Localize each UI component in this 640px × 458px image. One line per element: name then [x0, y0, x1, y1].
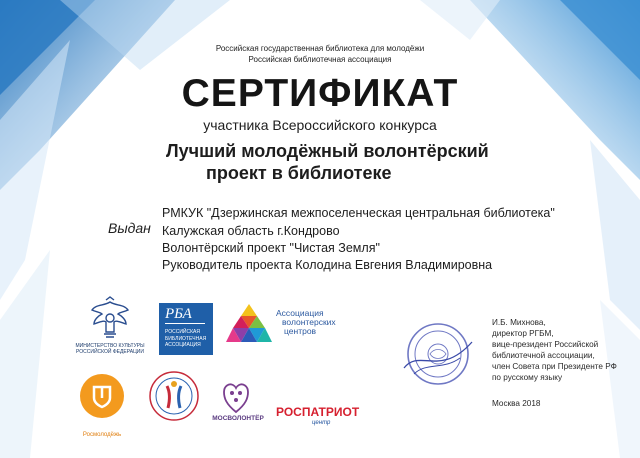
rospatriot-logo: [276, 405, 359, 419]
rba-logo: [159, 303, 213, 355]
org-line-rba: Российская библиотечная ассоциация: [248, 55, 392, 64]
signatory-position-5: по русскому языку: [492, 373, 563, 382]
ministry-caption: [68, 343, 152, 355]
rosmolodezh-logo: [80, 374, 124, 418]
signatory-position-3: библиотечной ассоциации,: [492, 351, 595, 360]
contest-name-line1: Лучший молодёжный волонтёрский: [166, 141, 489, 161]
rba-text-line2: БИБЛИОТЕЧНАЯ: [165, 335, 207, 342]
rba-mark: РБА: [165, 306, 205, 324]
certificate-title: СЕРТИФИКАТ: [181, 72, 459, 115]
volunteer-assoc-line2: волонтерских: [282, 317, 336, 327]
mosvolonter-caption: МОСВОЛОНТЁР: [212, 415, 264, 422]
rosmolodezh-caption: Росмолодёжь: [82, 432, 122, 438]
contest-name-line2: проект в библиотеке: [206, 163, 392, 183]
recipient-project: Волонтёрский проект "Чистая Земля": [162, 241, 380, 255]
rosmolodezh-shield-icon: [80, 374, 124, 418]
ministry-caption-line1: МИНИСТЕРСТВО КУЛЬТУРЫ: [75, 343, 145, 349]
issued-label: Выдан: [108, 220, 151, 236]
rba-text-line1: РОССИЙСКАЯ: [165, 329, 200, 335]
recipient-location: Калужская область г.Кондрово: [162, 224, 340, 238]
volunteer-assoc-caption: [276, 309, 336, 336]
org-line-rgbm: Российская государственная библиотека для молодёжи: [215, 44, 425, 53]
signatory-position-2: вице-президент Российской: [492, 340, 599, 349]
ministry-caption-line2: РОССИЙСКОЙ ФЕДЕРАЦИИ: [76, 349, 144, 355]
certificate-subtitle: участника Всероссийского конкурса: [203, 117, 437, 133]
signatory-position-1: директор РГБМ,: [492, 329, 554, 338]
official-seal: [400, 318, 478, 390]
volunteer-assoc-triangle-logo: [226, 302, 272, 344]
recipient-leader: Руководитель проекта Колодина Евгения Владимировна: [162, 258, 493, 272]
rba-text: [165, 329, 206, 349]
volunteer-round-emblem: [148, 370, 200, 422]
ministry-eagle-logo: [88, 296, 132, 340]
rba-text-line3: АССОЦИАЦИЯ: [165, 342, 201, 348]
volunteer-assoc-line1: Ассоциация: [276, 308, 324, 318]
volunteer-assoc-line3: центров: [284, 326, 317, 336]
rospatriot-text: РОСПАТРИОТ: [276, 405, 360, 419]
signatory-name: И.Б. Михнова,: [492, 318, 546, 327]
mosvolonter-heart-logo: [222, 380, 250, 414]
rospatriot-subtext: центр: [312, 420, 331, 426]
place-date: Москва 2018: [492, 399, 541, 408]
recipient-organization: РМКУК "Дзержинская межпоселенческая центральная библиотека": [162, 206, 555, 220]
signatory-position-4: член Совета при Президенте РФ: [492, 362, 617, 371]
